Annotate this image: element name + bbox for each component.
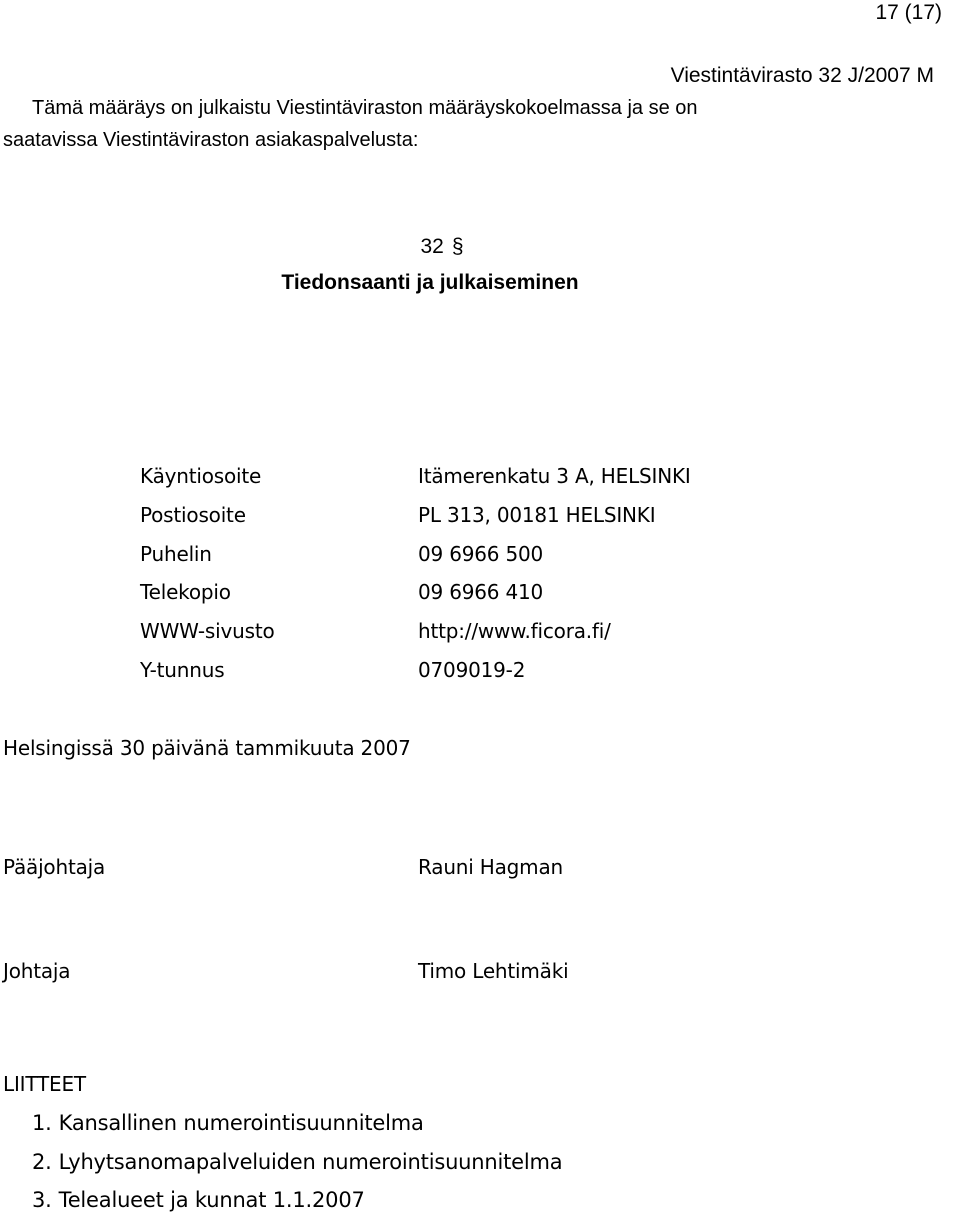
contact-value-visiting-address: Itämerenkatu 3 A, HELSINKI <box>418 464 691 488</box>
attachment-title: Kansallinen numerointisuunnitelma <box>58 1111 424 1135</box>
contact-label-website: WWW-sivusto <box>140 619 275 643</box>
contact-value-phone: 09 6966 500 <box>418 542 544 566</box>
section-sign: § <box>451 235 464 258</box>
signatory-name-1: Rauni Hagman <box>418 855 563 879</box>
intro-line-1: Tämä määräys on julkaistu Viestintäviraston määräyskokoelmassa ja se on <box>32 97 698 119</box>
place-and-date: Helsingissä 30 päivänä tammikuuta 2007 <box>3 736 411 760</box>
intro-line-2: saatavissa Viestintäviraston asiakaspalvelusta: <box>3 129 419 151</box>
attachment-title: Telealueet ja kunnat 1.1.2007 <box>58 1188 365 1212</box>
contact-label-business-id: Y-tunnus <box>140 658 225 682</box>
page-number: 17 (17) <box>875 1 942 24</box>
attachment-item <box>32 1190 365 1211</box>
signatory-name-2: Timo Lehtimäki <box>418 959 569 983</box>
attachment-title: Lyhytsanomapalveluiden numerointisuunnitelma <box>58 1150 563 1174</box>
attachment-number: 3. <box>32 1188 52 1212</box>
document-reference: Viestintävirasto 32 J/2007 M <box>670 64 934 87</box>
attachment-item <box>32 1113 424 1134</box>
contact-value-postal-address: PL 313, 00181 HELSINKI <box>418 503 656 527</box>
attachment-number: 2. <box>32 1150 52 1174</box>
signatory-title-2: Johtaja <box>3 959 71 983</box>
contact-value-fax: 09 6966 410 <box>418 580 544 604</box>
attachments-heading: LIITTEET <box>3 1072 86 1096</box>
section-number: 32 <box>420 235 444 258</box>
contact-label-postal-address: Postiosoite <box>140 503 246 527</box>
attachment-item <box>32 1152 562 1173</box>
contact-value-website: http://www.ficora.fi/ <box>418 619 611 643</box>
attachment-number: 1. <box>32 1111 52 1135</box>
signatory-title-1: Pääjohtaja <box>3 855 106 879</box>
section-title: Tiedonsaanti ja julkaiseminen <box>281 271 579 294</box>
contact-value-business-id: 0709019-2 <box>418 658 526 682</box>
contact-label-fax: Telekopio <box>140 580 231 604</box>
contact-label-visiting-address: Käyntiosoite <box>140 464 262 488</box>
section-heading <box>0 236 884 257</box>
contact-label-phone: Puhelin <box>140 542 212 566</box>
